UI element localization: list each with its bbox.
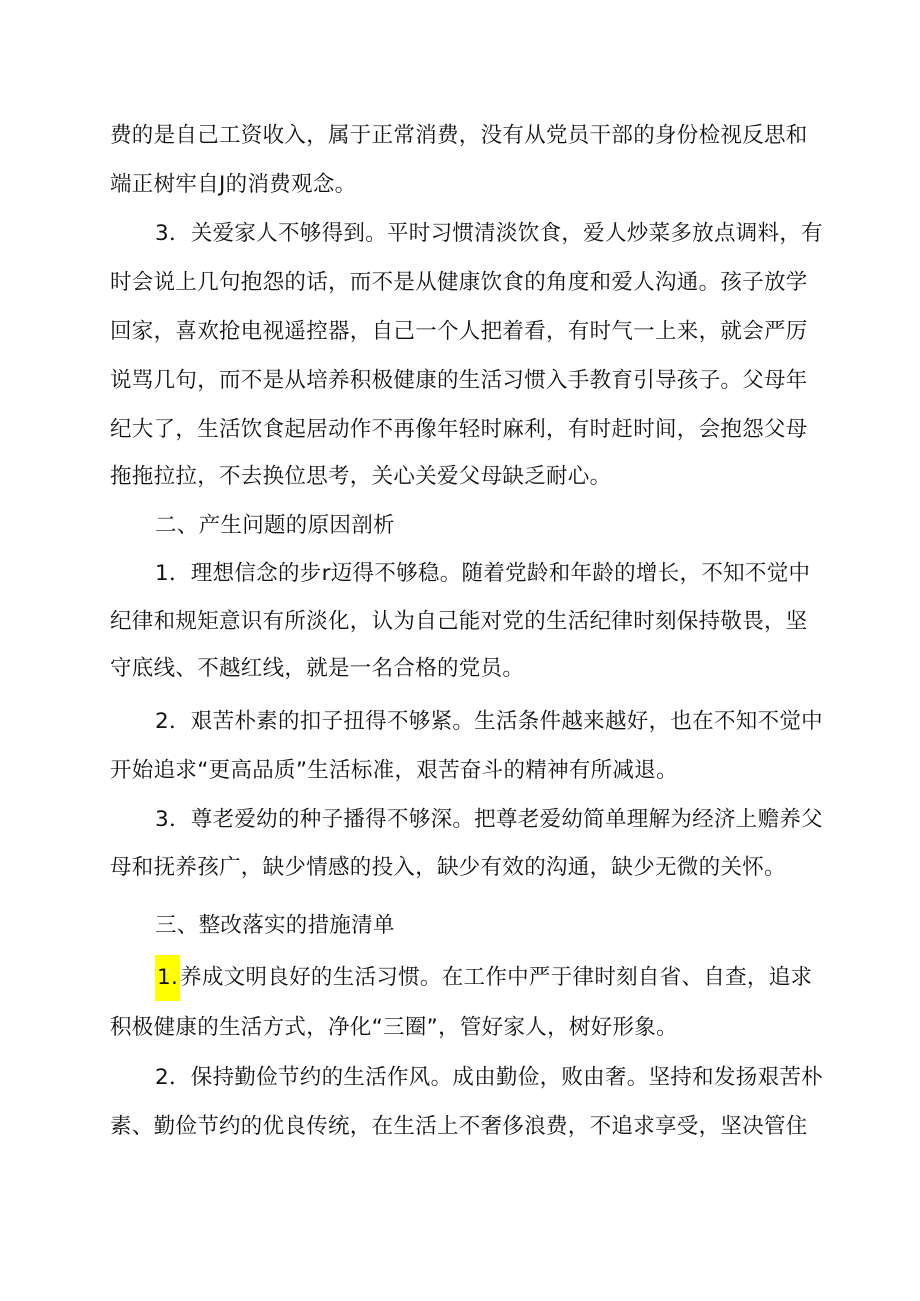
body-text-line: 守底线、不越红线，就是一名合格的党员。 xyxy=(110,656,525,681)
list-item-line: 2．保持勤俭节约的生活作风。成由勤俭，败由奢。坚持和发扬艰苦朴 xyxy=(155,1065,823,1090)
body-text-line: 母和抚养孩广，缺少情感的投入，缺少有效的沟通，缺少无微的关怀。 xyxy=(110,855,786,880)
list-item-line: 1．理想信念的步r迈得不够稳。随着党龄和年龄的增长，不知不觉中 xyxy=(155,561,811,586)
body-text-line: 费的是自己工资收入，属于正常消费，没有从党员干部的身份检视反思和 xyxy=(110,123,808,148)
body-text-line: 开始追求“更高品质”生活标准，艰苦奋斗的精神有所减退。 xyxy=(110,758,678,783)
body-text-line: 纪大了，生活饮食起居动作不再像年轻时麻利，有时赶时间，会抱怨父母 xyxy=(110,417,808,442)
list-item-line xyxy=(155,963,812,993)
list-item-line: 3．关爱家人不够得到。平时习惯清淡饮食，爱人炒菜多放点调料，有 xyxy=(155,221,823,246)
section-heading: 二、产生问题的原因剖析 xyxy=(155,513,395,538)
body-text-line: 时会说上几句抱怨的话，而不是从健康饮食的角度和爱人沟通。孩子放学 xyxy=(110,270,808,295)
body-text-line: 积极健康的生活方式，净化“三圈”，管好家人，树好形象。 xyxy=(110,1015,678,1040)
list-item-line: 3．尊老爱幼的种子播得不够深。把尊老爱幼简单理解为经济上赡养父 xyxy=(155,807,823,832)
list-item-text: 养成文明良好的生活习惯。在工作中严于律时刻自省、自查，追求 xyxy=(180,965,813,990)
body-text-line: 纪律和规矩意识有所淡化，认为自己能对党的生活纪律时刻保持敬畏，坚 xyxy=(110,609,808,634)
body-text-line: 回家，喜欢抢电视遥控器，自己一个人把着看，有时气一上来，就会严厉 xyxy=(110,319,808,344)
list-item-line: 2．艰苦朴素的扣子扭得不够紧。生活条件越来越好，也在不知不觉中 xyxy=(155,709,823,734)
body-text-line: 说骂几句，而不是从培养积极健康的生活习惯入手教育引导孩子。父母年 xyxy=(110,368,808,393)
body-text-line: 端正树牢自J的消费观念。 xyxy=(110,172,357,197)
body-text-line: 素、勤俭节约的优良传统，在生活上不奢侈浪费，不追求享受，坚决管住 xyxy=(110,1114,808,1139)
highlighted-number: 1. xyxy=(155,955,180,1001)
section-heading: 三、整改落实的措施清单 xyxy=(155,913,395,938)
body-text-line: 拖拖拉拉，不去换位思考，关心关爱父母缺乏耐心。 xyxy=(110,464,612,489)
